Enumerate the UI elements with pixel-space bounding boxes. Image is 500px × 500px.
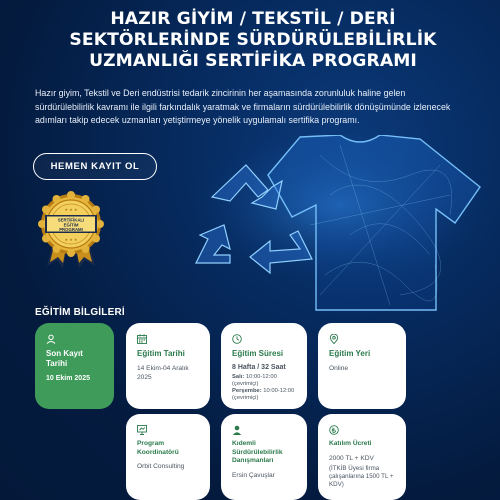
card-deadline-value: 10 Ekim 2025	[46, 375, 90, 382]
card-duration-label: Eğitim Süresi	[232, 349, 284, 358]
card-advisor-label: Kıdemli Sürdürülebilirlik Danışmanları	[232, 440, 283, 464]
card-coordinator	[126, 414, 210, 500]
card-advisor	[221, 414, 307, 500]
card-date	[126, 323, 210, 409]
card-fee-label: Katılım Ücreti	[329, 440, 372, 447]
card-fee-note: (İTKİB Üyesi firma çalışanlarına 1500 TL + KDV)	[329, 465, 394, 488]
recycle-tshirt-illustration	[150, 135, 500, 315]
presentation-icon	[137, 425, 147, 435]
card-deadline	[35, 323, 114, 409]
page-title: HAZIR GİYİM / TEKSTİL / DERİ SEKTÖRLERİNDE SÜRDÜRÜLEBİLİRLİK UZMANLIĞI SERTİFİKA PROGRAMI	[69, 9, 437, 71]
currency-icon	[329, 425, 339, 435]
location-pin-icon	[329, 334, 339, 344]
card-coordinator-label: Program Koordinatörü	[137, 440, 179, 456]
certificate-badge	[35, 188, 107, 270]
clock-icon	[232, 334, 242, 344]
register-now-button[interactable]: HEMEN KAYIT OL	[33, 153, 157, 180]
user-icon	[46, 334, 56, 344]
badge-line-1: SERTİFİKALI	[57, 217, 85, 223]
card-deadline-label: Son Kayıt Tarihi	[46, 349, 83, 368]
badge-icon	[35, 188, 107, 270]
card-advisor-value: Ersin Çavuşlar	[232, 471, 275, 479]
person-icon	[232, 425, 242, 435]
card-duration	[221, 323, 307, 409]
badge-line-2: EĞİTİM	[63, 222, 79, 228]
duration-day2-name: Perşembe:	[232, 387, 262, 394]
duration-day1-time: 10:00-12:00 (çevrimiçi)	[232, 373, 277, 387]
section-title: EĞİTİM BİLGİLERİ	[35, 307, 125, 318]
card-date-value: 14 Ekim-04 Aralık 2025	[137, 365, 189, 381]
card-coordinator-value: Orbit Consulting	[137, 463, 185, 470]
card-duration-value: 8 Hafta / 32 Saat	[232, 364, 286, 371]
svg-text:★ ★ ★: ★ ★ ★	[64, 237, 78, 242]
card-location-value: Online	[329, 365, 349, 372]
card-location-label: Eğitim Yeri	[329, 349, 371, 358]
card-location	[318, 323, 406, 409]
duration-day1-name: Salı:	[232, 373, 245, 380]
program-description: Hazır giyim, Tekstil ve Deri endüstrisi tedarik zincirinin her aşamasında zorunluluk haline gelen sürdürülebilirlik kavramı ile ilgili farkındalık yaratmak ve firmaların sürdürülebilirlik dönüşümünde izlenecek adımları takip edecek uzmanları yetiştirmeye yönelik uygulamalı sertifika programı.	[35, 88, 451, 125]
calendar-icon	[137, 334, 147, 344]
card-date-label: Eğitim Tarihi	[137, 349, 185, 358]
card-fee-value: 2000 TL + KDV	[329, 454, 374, 462]
duration-day2-time: 10:00-12:00 (çevrimiçi)	[232, 387, 295, 401]
svg-text:★ ★ ★: ★ ★ ★	[64, 207, 78, 212]
badge-line-3: PROGRAMI	[59, 227, 83, 232]
card-fee	[318, 414, 406, 500]
